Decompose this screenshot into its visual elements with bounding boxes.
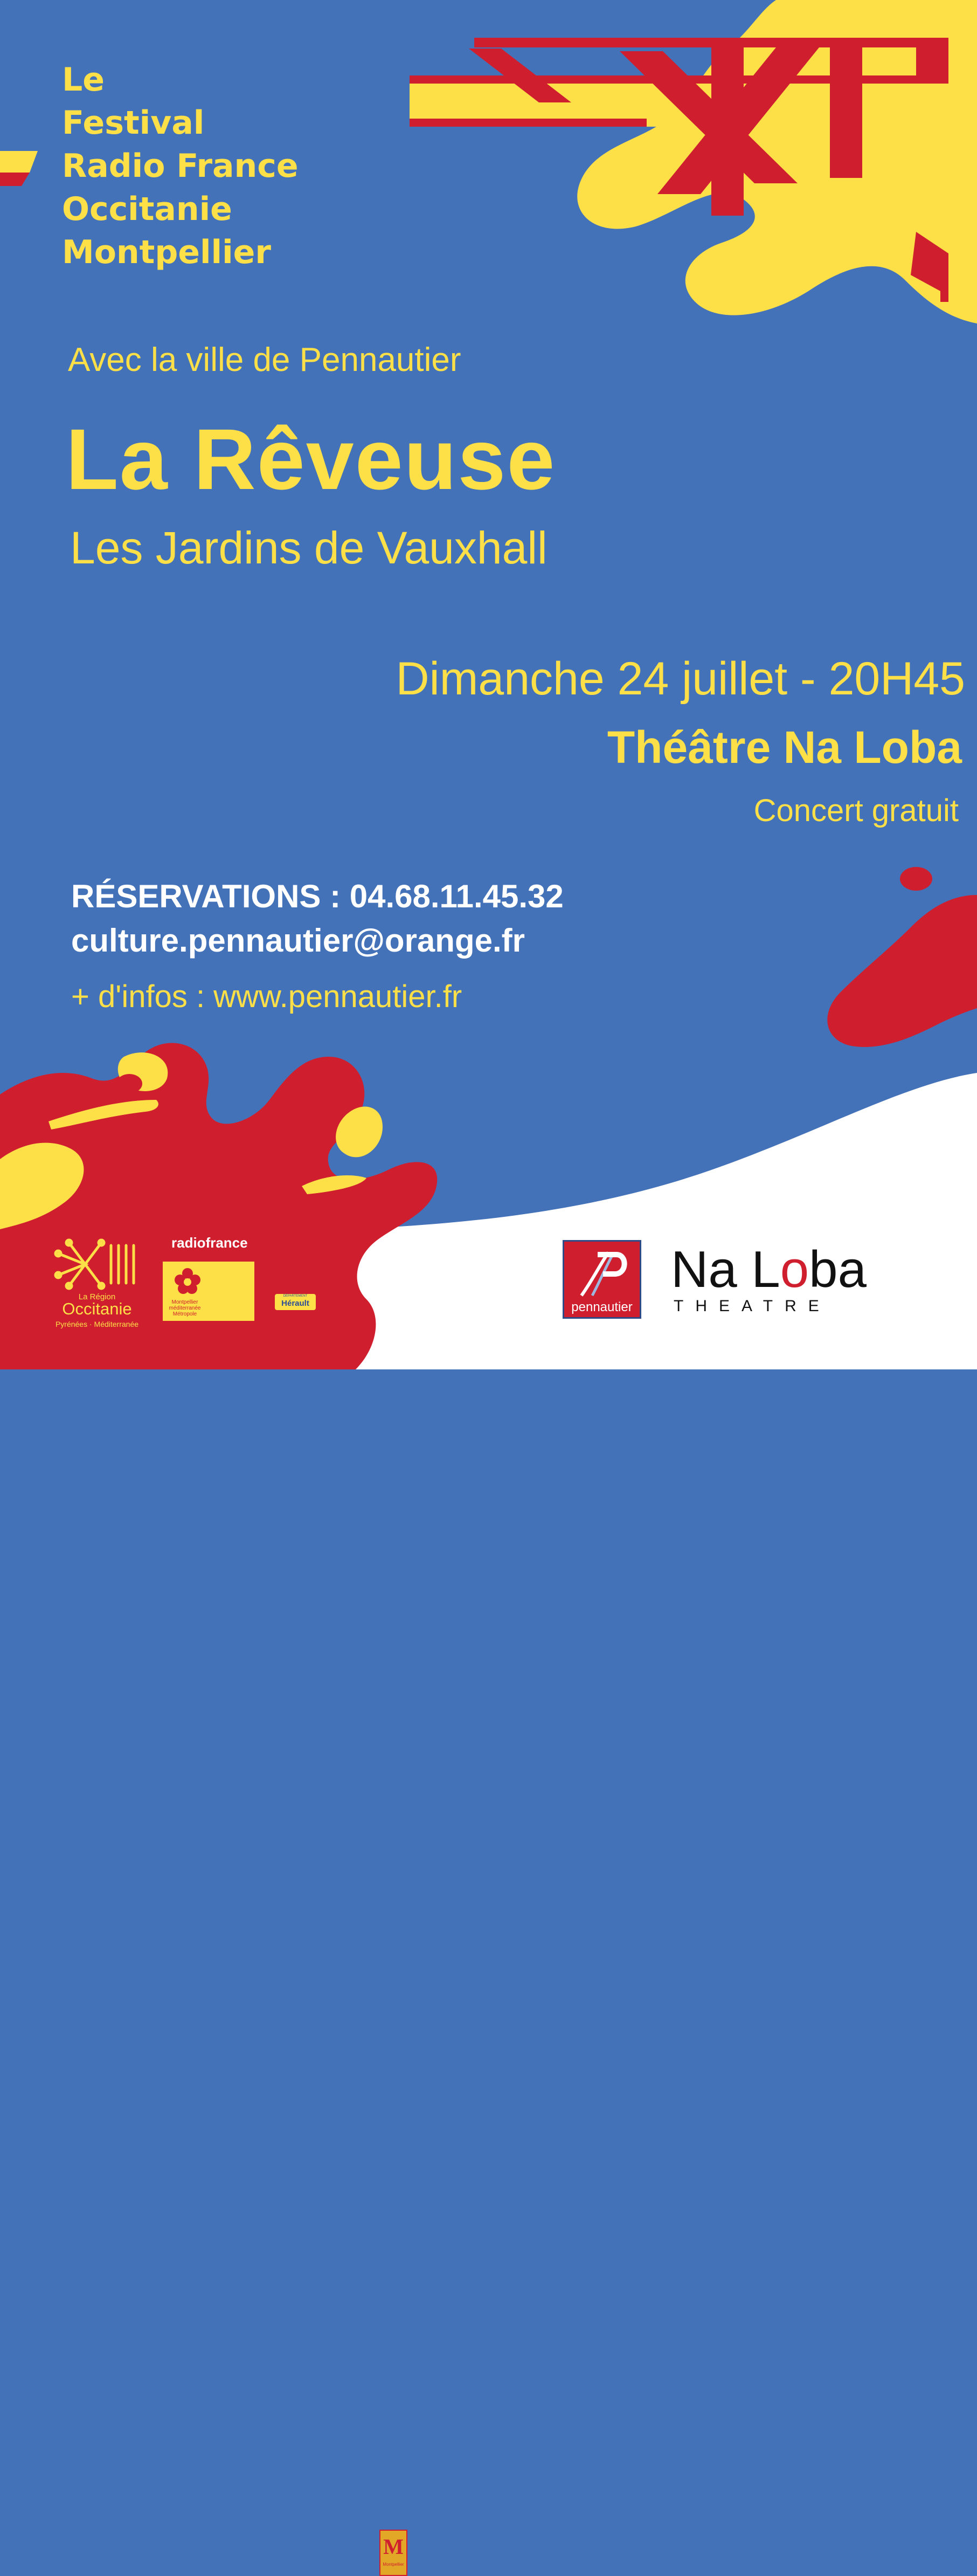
occitanie-subtitle: Pyrénées · Méditerranée [55, 1320, 139, 1328]
festival-line: Le [62, 61, 105, 99]
red-drop-bottom [116, 1074, 142, 1093]
naloba-text-o: o [780, 1241, 809, 1298]
red-drop-right [900, 867, 932, 891]
naloba-logo [671, 1240, 867, 1299]
radiofrance-logo: radiofrance [171, 1235, 248, 1251]
festival-line: Montpellier [62, 233, 271, 271]
naloba-text-start: Na L [671, 1241, 780, 1298]
website-link[interactable]: + d'infos : www.pennautier.fr [71, 979, 462, 1014]
event-date: Dimanche 24 juillet - 20H45 [396, 653, 965, 705]
occitanie-name: Occitanie [62, 1299, 132, 1318]
festival-name [62, 58, 299, 274]
red-blob-right [827, 895, 977, 1047]
montpellier-m-letter: M [383, 2534, 404, 2559]
pennautier-label: pennautier [571, 1300, 633, 1314]
montpellier-label: Montpellier [383, 2562, 404, 2567]
metropole-label: Montpellier méditerranée Métropole [169, 1299, 201, 1317]
event-title: La Rêveuse [66, 411, 556, 507]
festival-line: Occitanie [62, 190, 232, 228]
herault-label: Hérault [281, 1299, 309, 1308]
montpellier-m-logo [379, 2530, 407, 2576]
event-price: Concert gratuit [753, 793, 959, 828]
pennautier-logo [563, 1240, 641, 1319]
left-edge-stripe [0, 151, 38, 173]
festival-line: Radio France [62, 147, 299, 185]
naloba-text-end: ba [809, 1241, 867, 1298]
festival-line: Festival [62, 104, 205, 142]
pennautier-p-icon [576, 1248, 630, 1297]
naloba-theatre-label: THEATRE [674, 1297, 831, 1315]
herault-logo [275, 1294, 316, 1310]
occitanie-region-label: La Région [78, 1292, 116, 1301]
flower-icon [174, 1267, 202, 1295]
herault-department-label: DÉPARTEMENT [283, 1294, 308, 1298]
event-subtitle: Les Jardins de Vauxhall [70, 522, 548, 573]
left-edge-stripe-red [0, 173, 30, 186]
partner-line: Avec la ville de Pennautier [68, 341, 461, 378]
contact-email[interactable]: culture.pennautier@orange.fr [71, 922, 525, 959]
reservation-phone: RÉSERVATIONS : 04.68.11.45.32 [71, 878, 564, 914]
event-venue: Théâtre Na Loba [607, 722, 962, 773]
